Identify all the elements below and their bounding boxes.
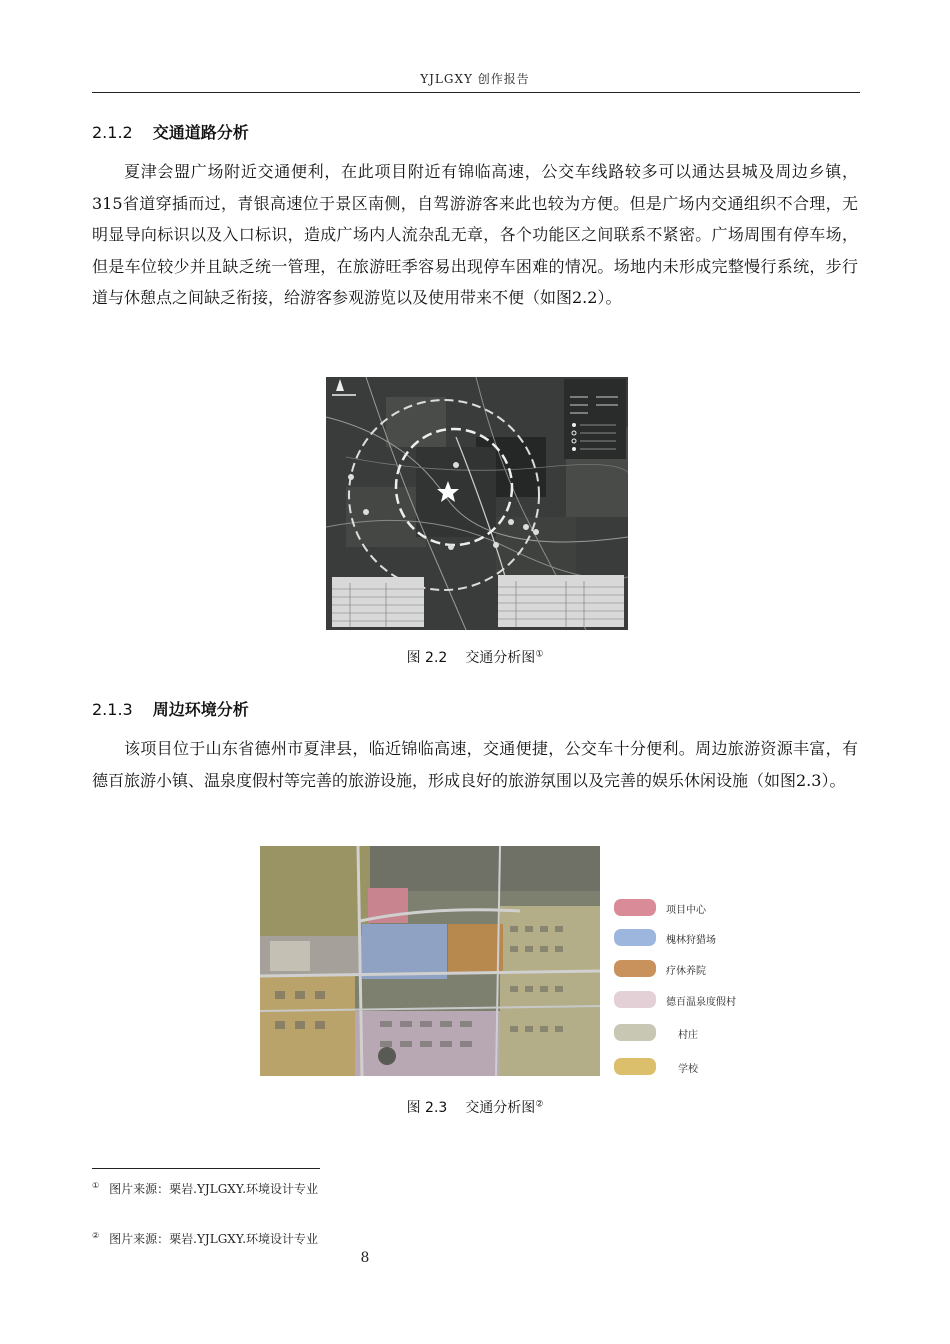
legend-item-village (614, 1024, 794, 1042)
footnote-1 (92, 1180, 318, 1197)
legend-item-hunting-ground (614, 929, 794, 947)
traffic-analysis-map (326, 377, 628, 630)
section-heading-2-1-3 (92, 697, 249, 720)
section-number: 2.1.3 (92, 700, 133, 719)
surrounding-environment-map (260, 846, 600, 1076)
footnote-ref: ① (535, 649, 544, 660)
footnote-mark: ② (92, 1231, 100, 1240)
section-title: 交通道路分析 (152, 123, 249, 142)
header-rule (92, 92, 860, 93)
header-title: YJLGXY 创作报告 (420, 72, 530, 86)
section-paragraph: 夏津会盟广场附近交通便利，在此项目附近有锦临高速，公交车线路较多可以通达县城及周边乡镇，315省道穿插而过，青银高速位于景区南侧，自驾游游客来此也较为方便。但是广场内交通组织不合理，无明显导向标识以及入口标识，造成广场内人流杂乱无章，各个功能区之间联系不紧密。广场周围有停车场，但是车位较少并且缺乏统一管理，在旅游旺季容易出现停车困难的情况。场地内未形成完整慢行系统，步行道与休憩点之间缺乏衔接，给游客参观游览以及使用带来不便（如图2.2）。 (92, 162, 858, 307)
legend-label: 学校 (678, 1064, 698, 1075)
section-heading-2-1-2 (92, 120, 249, 143)
legend-swatch (614, 899, 656, 916)
legend-label: 村庄 (678, 1030, 698, 1041)
legend-item-school (614, 1058, 794, 1076)
footnote-mark: ① (92, 1181, 100, 1190)
figure-number: 图 2.2 (406, 650, 448, 666)
legend-item-sanatorium (614, 960, 794, 978)
legend-item-hot-spring-resort (614, 991, 794, 1009)
map-image (260, 846, 600, 1076)
legend-label: 槐林狩猎场 (666, 935, 716, 946)
footnote-separator (92, 1168, 320, 1169)
legend-swatch (614, 1058, 656, 1075)
section-paragraph: 该项目位于山东省德州市夏津县，临近锦临高速，交通便捷，公交车十分便利。周边旅游资源丰富，有德百旅游小镇、温泉度假村等完善的旅游设施，形成良好的旅游氛围以及完善的娱乐休闲设施（如图2.3）。 (92, 739, 858, 790)
legend-swatch (614, 991, 656, 1008)
section-title: 周边环境分析 (152, 700, 249, 719)
figure-number: 图 2.3 (406, 1100, 448, 1116)
map-image (326, 377, 628, 630)
footnote-ref: ② (535, 1099, 544, 1110)
footnote-2 (92, 1230, 318, 1247)
figure-caption-2-2 (0, 647, 950, 667)
legend-swatch (614, 960, 656, 977)
page-number: 8 (360, 1250, 370, 1266)
figure-title: 交通分析图 (465, 1100, 536, 1116)
map-legend (614, 896, 794, 1086)
footnote-text: 图片来源：栗岩.YJLGXY.环境设计专业 (109, 1232, 319, 1246)
footnote-text: 图片来源：栗岩.YJLGXY.环境设计专业 (109, 1182, 319, 1196)
legend-label: 德百温泉度假村 (666, 997, 736, 1008)
legend-swatch (614, 929, 656, 946)
legend-item-project-center (614, 899, 794, 917)
legend-label: 项目中心 (666, 905, 706, 916)
figure-title: 交通分析图 (465, 650, 536, 666)
legend-swatch (614, 1024, 656, 1041)
figure-caption-2-3 (0, 1097, 950, 1117)
legend-label: 疗休养院 (666, 966, 706, 977)
section-number: 2.1.2 (92, 123, 133, 142)
